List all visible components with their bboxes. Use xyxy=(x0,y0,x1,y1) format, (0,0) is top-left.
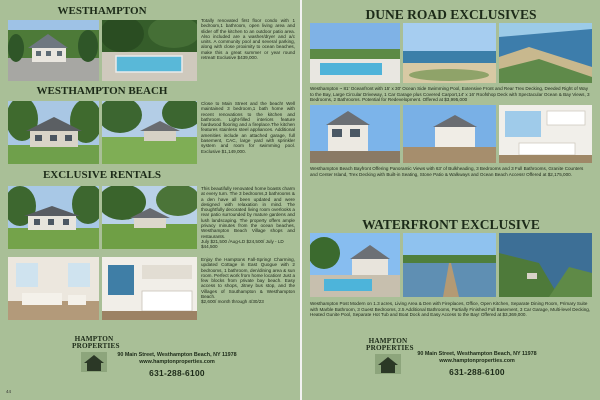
logo-line-2: PROPERTIES xyxy=(366,344,414,352)
westhampton-beach-yard-photo xyxy=(102,101,197,164)
westhampton-beach-title: WESTHAMPTON BEACH xyxy=(36,85,168,97)
address: 90 Main Street, Westhampton Beach, NY 11978 xyxy=(417,351,537,357)
rental-garden-photo xyxy=(102,186,197,249)
waterfront-aerial-photo xyxy=(499,233,592,297)
rental-house-photo xyxy=(8,186,99,249)
page-number: 44 xyxy=(6,389,12,394)
waterfront-title: WATERFRONT EXCLUSIVE xyxy=(362,217,540,232)
rental-1-price: July $21,500 /Aug-LD $24,500/ July - LD $44,500 xyxy=(201,238,284,250)
dune-listing-2-description: Westhampton Beach Bayfront Offering Panoramic Views with 63' of Bulkheading, 3 Bedrooms and 3 Full Bathrooms, Granite Counters and Center Island, Trex Decking with Built-in Seating, Stone Patio & Walkways and Ocean Beach Access! Offered at $2,175,000. xyxy=(310,166,584,177)
waterfront-description: Westhampton Post Modern on 1.3 acres, Living Area & Den with Fireplaces, Office, Open Kitchen, Separate Dining Room, Primary Suite with Marble Bathroom, 3 Guest Bedrooms, 2.5 Additional Bathrooms, Partially Finished Full Basement, 3 Car Garage, Multi-level Decking, Heated Gunite Pool, Separate Hot Tub and Boat Dock and Easy Access to the Bay! Offered at $3,369,000. xyxy=(310,301,591,318)
bayfront-kitchen-photo xyxy=(499,105,592,163)
westhampton-title: WESTHAMPTON xyxy=(57,5,147,17)
rental-2-text: Enjoy the Hamptons Fall-Spring! Charming, updated Cottage in East Quogue with 2 bedrooms, 1 bathroom, den/dining area & sun room. Perfect work from home location! Just a few blocks from private bay beach. Easy access to shops, Jitney bus stop, and the Villages of Southampton & Westhampton Beach. xyxy=(201,257,295,300)
exclusive-rentals-title: EXCLUSIVE RENTALS xyxy=(42,169,162,181)
bayfront-house-photo xyxy=(310,105,400,163)
dune-ocean-view-photo xyxy=(403,23,496,83)
logo-line-1: HAMPTON xyxy=(368,337,408,345)
westhampton-description: Totally renovated first floor condo with 1 bedroom,1 bathroom, open living area and slider off the kitchen to an outdoor patio area. Also included are a washer/dryer and a/c units. A community pool and several parking, along with close proximity to ocean beaches, make this a great summer or year round retreat! Exclusive $439,000. xyxy=(201,18,295,61)
right-logo xyxy=(366,337,414,374)
westhampton-pool-photo xyxy=(102,20,197,81)
rental-2-price: $2,600/ month through 4/30/23 xyxy=(201,299,264,305)
left-logo xyxy=(72,335,120,372)
rental-2-description xyxy=(201,257,295,305)
rental-1-text: This beautifully renovated home boasts charm at every turn. The 3 bedrooms,3 bathrooms & a den have all been updated and were designed with relaxation in mind. The thoughtfully decorated living room overlooks a rear patio surrounded by mature gardens and lush landscaping. The property offers ample privacy minutes from the ocean beaches, Westhampton Beach Village shops and restaurants. xyxy=(201,186,295,239)
waterfront-pool-photo xyxy=(310,233,400,297)
rental-1-description xyxy=(201,186,295,250)
waterfront-dock-photo xyxy=(403,233,496,297)
website-link[interactable]: www.hamptonproperties.com xyxy=(439,358,515,364)
phone-number[interactable]: 631-288-6100 xyxy=(449,367,505,377)
rental-kitchen-photo xyxy=(102,257,197,320)
dune-aerial-photo xyxy=(499,23,592,83)
westhampton-house-photo xyxy=(8,20,99,81)
rental-living-room-photo xyxy=(8,257,99,320)
house-logo-icon xyxy=(375,354,401,374)
bayfront-deck-photo xyxy=(403,105,496,163)
logo-line-2: PROPERTIES xyxy=(72,342,120,350)
phone-number[interactable]: 631-288-6100 xyxy=(149,368,205,378)
right-page xyxy=(302,0,600,400)
dune-listing-1-description: Westhampton ~ 81' Oceanfront with 15' x 30' Ocean Side Swimming Pool, Extensive Front and Rear Trex Decking, Deeded Right of Way to the Bay, Large Circular Driveway, 1 Car Garage plus Covered Carport,14' x 16' Roofshop Deck with Spectacular Ocean & Bay Views, 3 Bedrooms, 2 Bathrooms. Potential for Redevelopment. Offered at $3,995,000 xyxy=(310,86,590,103)
logo-line-1: HAMPTON xyxy=(74,335,114,343)
left-contact xyxy=(112,352,242,378)
house-logo-icon xyxy=(81,352,107,372)
website-link[interactable]: www.hamptonproperties.com xyxy=(139,359,215,365)
westhampton-beach-house-photo xyxy=(8,101,99,164)
address: 90 Main Street, Westhampton Beach, NY 11978 xyxy=(117,352,237,358)
dune-pool-photo xyxy=(310,23,400,83)
dune-road-title: DUNE ROAD EXCLUSIVES xyxy=(365,7,537,22)
westhampton-beach-description: Close to Main Street and the beach! Well maintained 3 bedroom,1 bath home with recent renovations to the kitchen and bathroom. Light-filled interiors feature hardwood flooring and a fireplace.The kitchen features stainless steel appliances. Additional amenities include an attached garage, full basement, CAC, large yard with sprinkler system and room for swimming pool. Exclusive $1,149,000. xyxy=(201,101,295,154)
right-contact xyxy=(412,351,542,377)
